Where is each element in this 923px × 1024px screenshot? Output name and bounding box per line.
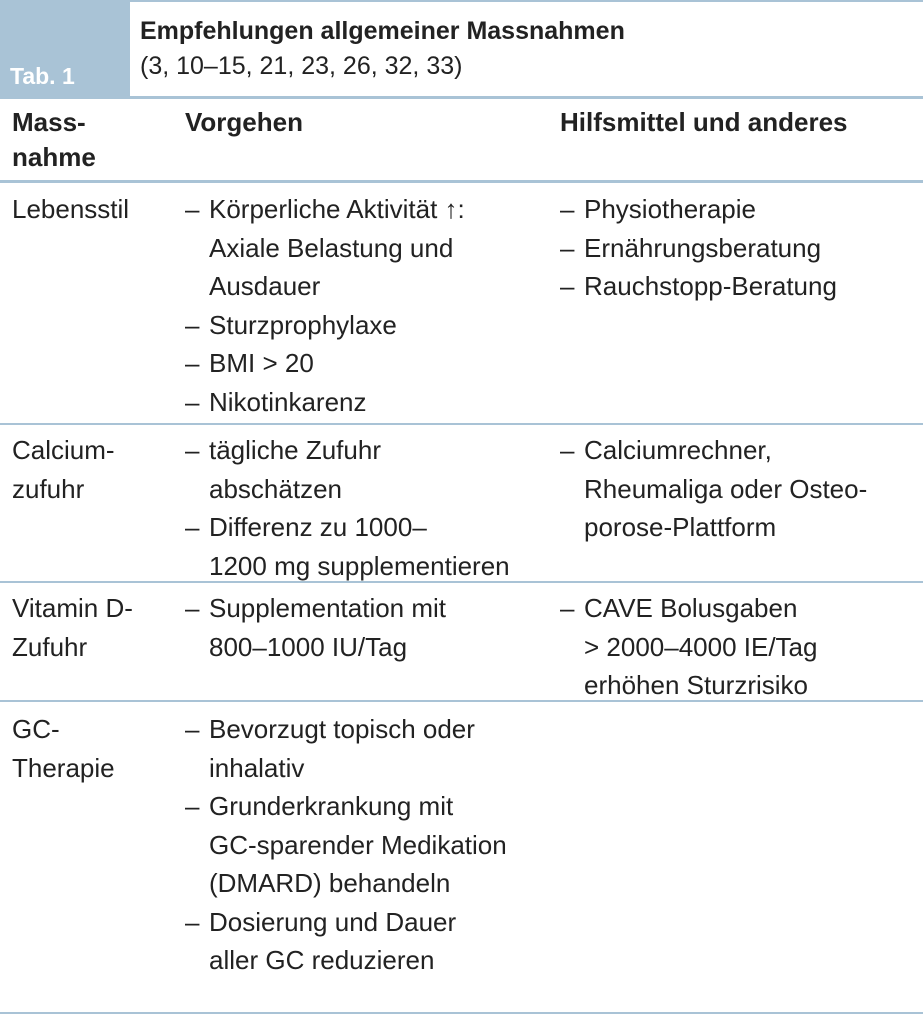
aids-cell [560, 431, 867, 547]
list-item [560, 229, 837, 268]
list-item-line: Ernährungsberatung [584, 232, 822, 263]
measure-cell [12, 710, 115, 787]
list-item [185, 787, 507, 903]
list-item-line: Bevorzugt topisch oder [209, 714, 475, 744]
measure-cell [12, 190, 129, 229]
dash-bullet-icon: – [185, 309, 200, 340]
procedure-cell [185, 190, 465, 421]
list-item-line: (DMARD) behandeln [209, 868, 451, 898]
column-header-procedure: Vorgehen [185, 107, 303, 137]
table-number-label [0, 0, 130, 96]
list-item-line: GC-sparender Medikation [209, 829, 507, 860]
table-caption [130, 0, 923, 96]
list-item [560, 267, 837, 306]
dash-bullet-icon: – [185, 435, 200, 465]
list-item-line: Nikotinkarenz [209, 386, 367, 417]
list-item [185, 344, 465, 383]
dash-bullet-icon: – [560, 232, 575, 263]
dash-bullet-icon: – [185, 906, 200, 937]
row-divider [0, 581, 923, 583]
list-item [185, 431, 510, 508]
list-item [185, 508, 510, 585]
list-item [185, 710, 507, 787]
aids-cell [560, 190, 837, 306]
list-item [185, 903, 507, 980]
column-header-divider [0, 180, 923, 183]
dash-bullet-icon: – [185, 714, 200, 744]
list-item-line: Rheumaliga oder Osteo- [584, 473, 868, 504]
list-item [185, 383, 465, 422]
list-item-line: Calciumrechner, [584, 435, 772, 465]
list-item-line: Rauchstopp-Beratung [584, 271, 837, 301]
dash-bullet-icon: – [185, 348, 200, 378]
aids-cell [560, 589, 817, 705]
list-item-line: Ausdauer [209, 271, 321, 301]
measure-cell [12, 431, 115, 508]
measure-line: zufuhr [12, 473, 85, 504]
dash-bullet-icon: – [185, 512, 200, 542]
dash-bullet-icon: – [185, 386, 200, 417]
list-item-line: Differenz zu 1000– [209, 512, 427, 542]
column-header-measure-text [12, 105, 96, 175]
list-item [560, 431, 867, 547]
dash-bullet-icon: – [560, 435, 575, 465]
list-item-line: 1200 mg supplementieren [209, 550, 510, 581]
measure-line: Vitamin D- [12, 593, 133, 623]
dash-bullet-icon: – [560, 593, 575, 623]
procedure-cell [185, 431, 510, 585]
column-header-measure [12, 105, 96, 175]
procedure-cell [185, 710, 507, 980]
list-item-line: Dosierung und Dauer [209, 906, 457, 937]
list-item-line: Körperliche Aktivität ↑: [209, 194, 465, 224]
dash-bullet-icon: – [560, 271, 575, 301]
table-title: Empfehlungen allgemeiner Massnahmen [140, 17, 625, 45]
list-item-line: inhalativ [209, 752, 305, 783]
list-item-line: Grunderkrankung mit [209, 791, 454, 821]
list-item [560, 589, 817, 705]
row-divider [0, 423, 923, 425]
table-references: (3, 10–15, 21, 23, 26, 32, 33) [140, 52, 463, 80]
header-divider [0, 96, 923, 99]
list-item-line: > 2000–4000 IE/Tag [584, 631, 818, 662]
list-item-line: abschätzen [209, 473, 342, 504]
column-header-line: Mass- [12, 107, 86, 137]
measure-line: Lebensstil [12, 194, 130, 224]
list-item-line: CAVE Bolusgaben [584, 593, 798, 623]
list-item-line: Physiotherapie [584, 194, 756, 224]
dash-bullet-icon: – [185, 791, 200, 821]
table-header [0, 0, 923, 96]
column-header-line: nahme [12, 142, 96, 172]
list-item [185, 306, 465, 345]
dash-bullet-icon: – [185, 194, 200, 224]
procedure-cell [185, 589, 446, 666]
list-item-line: porose-Plattform [584, 512, 777, 542]
measure-line: Therapie [12, 752, 115, 783]
measure-line: GC- [12, 714, 60, 744]
list-item [185, 190, 465, 306]
measure-cell [12, 589, 133, 666]
measure-line: Calcium- [12, 435, 115, 465]
measure-line: Zufuhr [12, 631, 88, 662]
list-item-line: 800–1000 IU/Tag [209, 631, 408, 662]
list-item [560, 190, 837, 229]
row-divider [0, 700, 923, 702]
list-item-line: Supplementation mit [209, 593, 447, 623]
list-item-line: Sturzprophylaxe [209, 309, 397, 340]
list-item [185, 589, 446, 666]
dash-bullet-icon: – [560, 194, 575, 224]
list-item-line: erhöhen Sturzrisiko [584, 670, 808, 700]
column-header-aids: Hilfsmittel und anderes [560, 107, 848, 137]
row-divider [0, 1012, 923, 1014]
dash-bullet-icon: – [185, 593, 200, 623]
list-item-line: aller GC reduzieren [209, 945, 435, 975]
list-item-line: BMI > 20 [209, 348, 314, 378]
list-item-line: tägliche Zufuhr [209, 435, 381, 465]
table-number: Tab. 1 [10, 63, 75, 89]
list-item-line: Axiale Belastung und [209, 232, 454, 263]
